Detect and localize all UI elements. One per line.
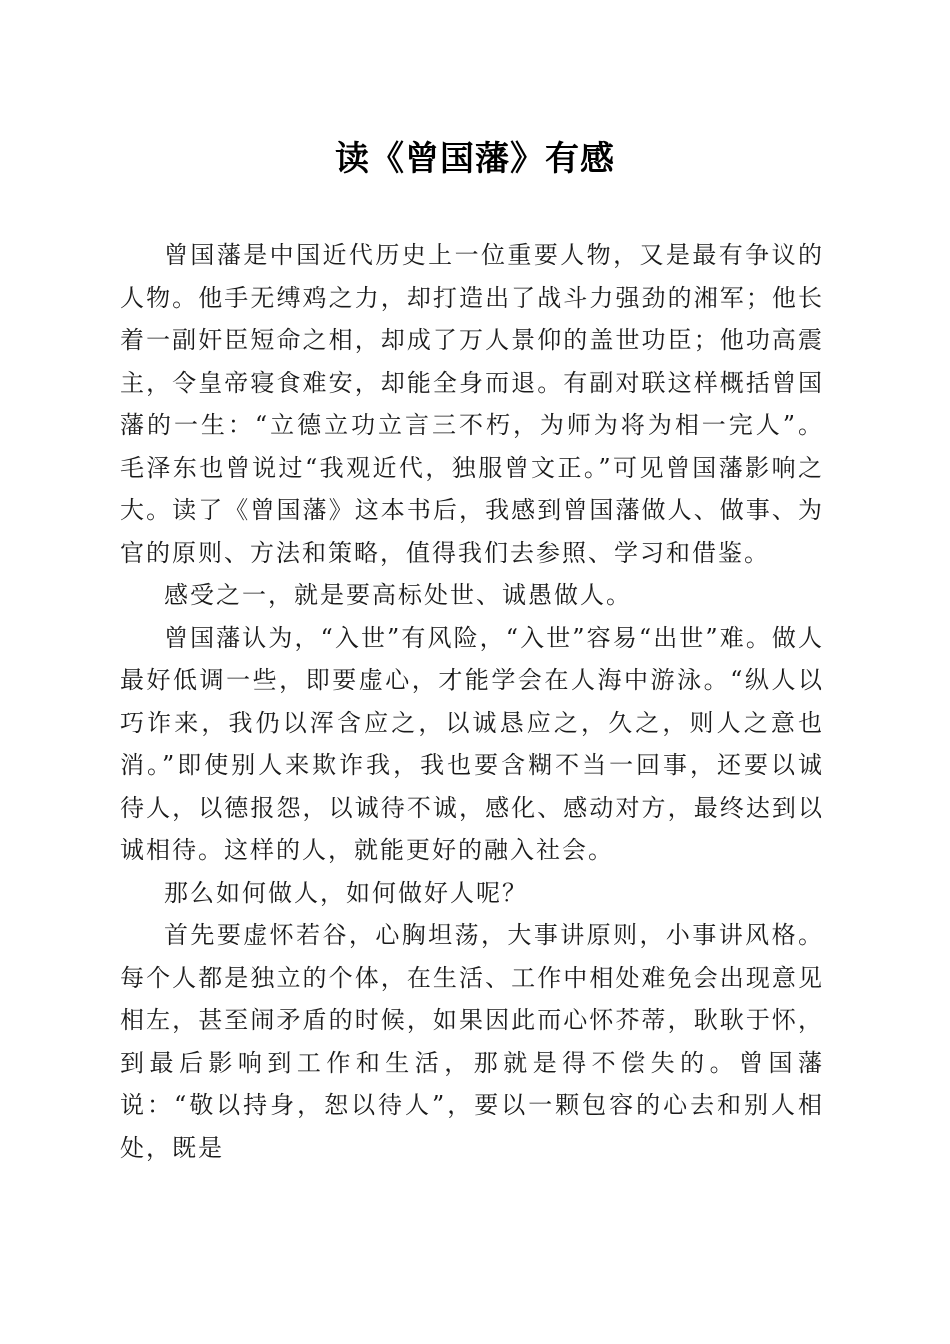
paragraph: 曾国藩是中国近代历史上一位重要人物，又是最有争议的人物。他手无缚鸡之力，却打造出了战斗力强劲的湘军；他长着一副奸臣短命之相，却成了万人景仰的盖世功臣；他功高震主，令皇帝寝食难安，却能全身而退。有副对联这样概括曾国藩的一生：“立德立功立言三不朽，为师为将为相一完人”。毛泽东也曾说过“我观近代，独服曾文正。”可见曾国藩影响之大。读了《曾国藩》这本书后，我感到曾国藩做人、做事、为官的原则、方法和策略，值得我们去参照、学习和借鉴。	[120, 241, 824, 567]
paragraph: 首先要虚怀若谷，心胸坦荡，大事讲原则，小事讲风格。每个人都是独立的个体，在生活、工作中相处难免会出现意见相左，甚至闹矛盾的时候，如果因此而心怀芥蒂，耿耿于怀，到最后影响到工作和生活，那就是得不偿失的。曾国藩说：“敬以持身，恕以待人”，要以一颗包容的心去和别人相处，既是	[120, 921, 824, 1162]
paragraph: 那么如何做人，如何做好人呢？	[164, 878, 528, 907]
document-body	[120, 234, 824, 1169]
document-title: 读《曾国藩》有感	[335, 139, 615, 179]
paragraph: 曾国藩认为，“入世”有风险，“入世”容易“出世”难。做人最好低调一些，即要虚心，才能学会在人海中游泳。“纵人以巧诈来，我仍以浑含应之，以诚恳应之，久之，则人之意也消。”即使别人来欺诈我，我也要含糊不当一回事，还要以诚待人，以德报怨，以诚待不诚，感化、感动对方，最终达到以诚相待。这样的人，就能更好的融入社会。	[120, 623, 824, 864]
paragraph: 感受之一，就是要高标处世、诚愚做人。	[164, 581, 632, 609]
